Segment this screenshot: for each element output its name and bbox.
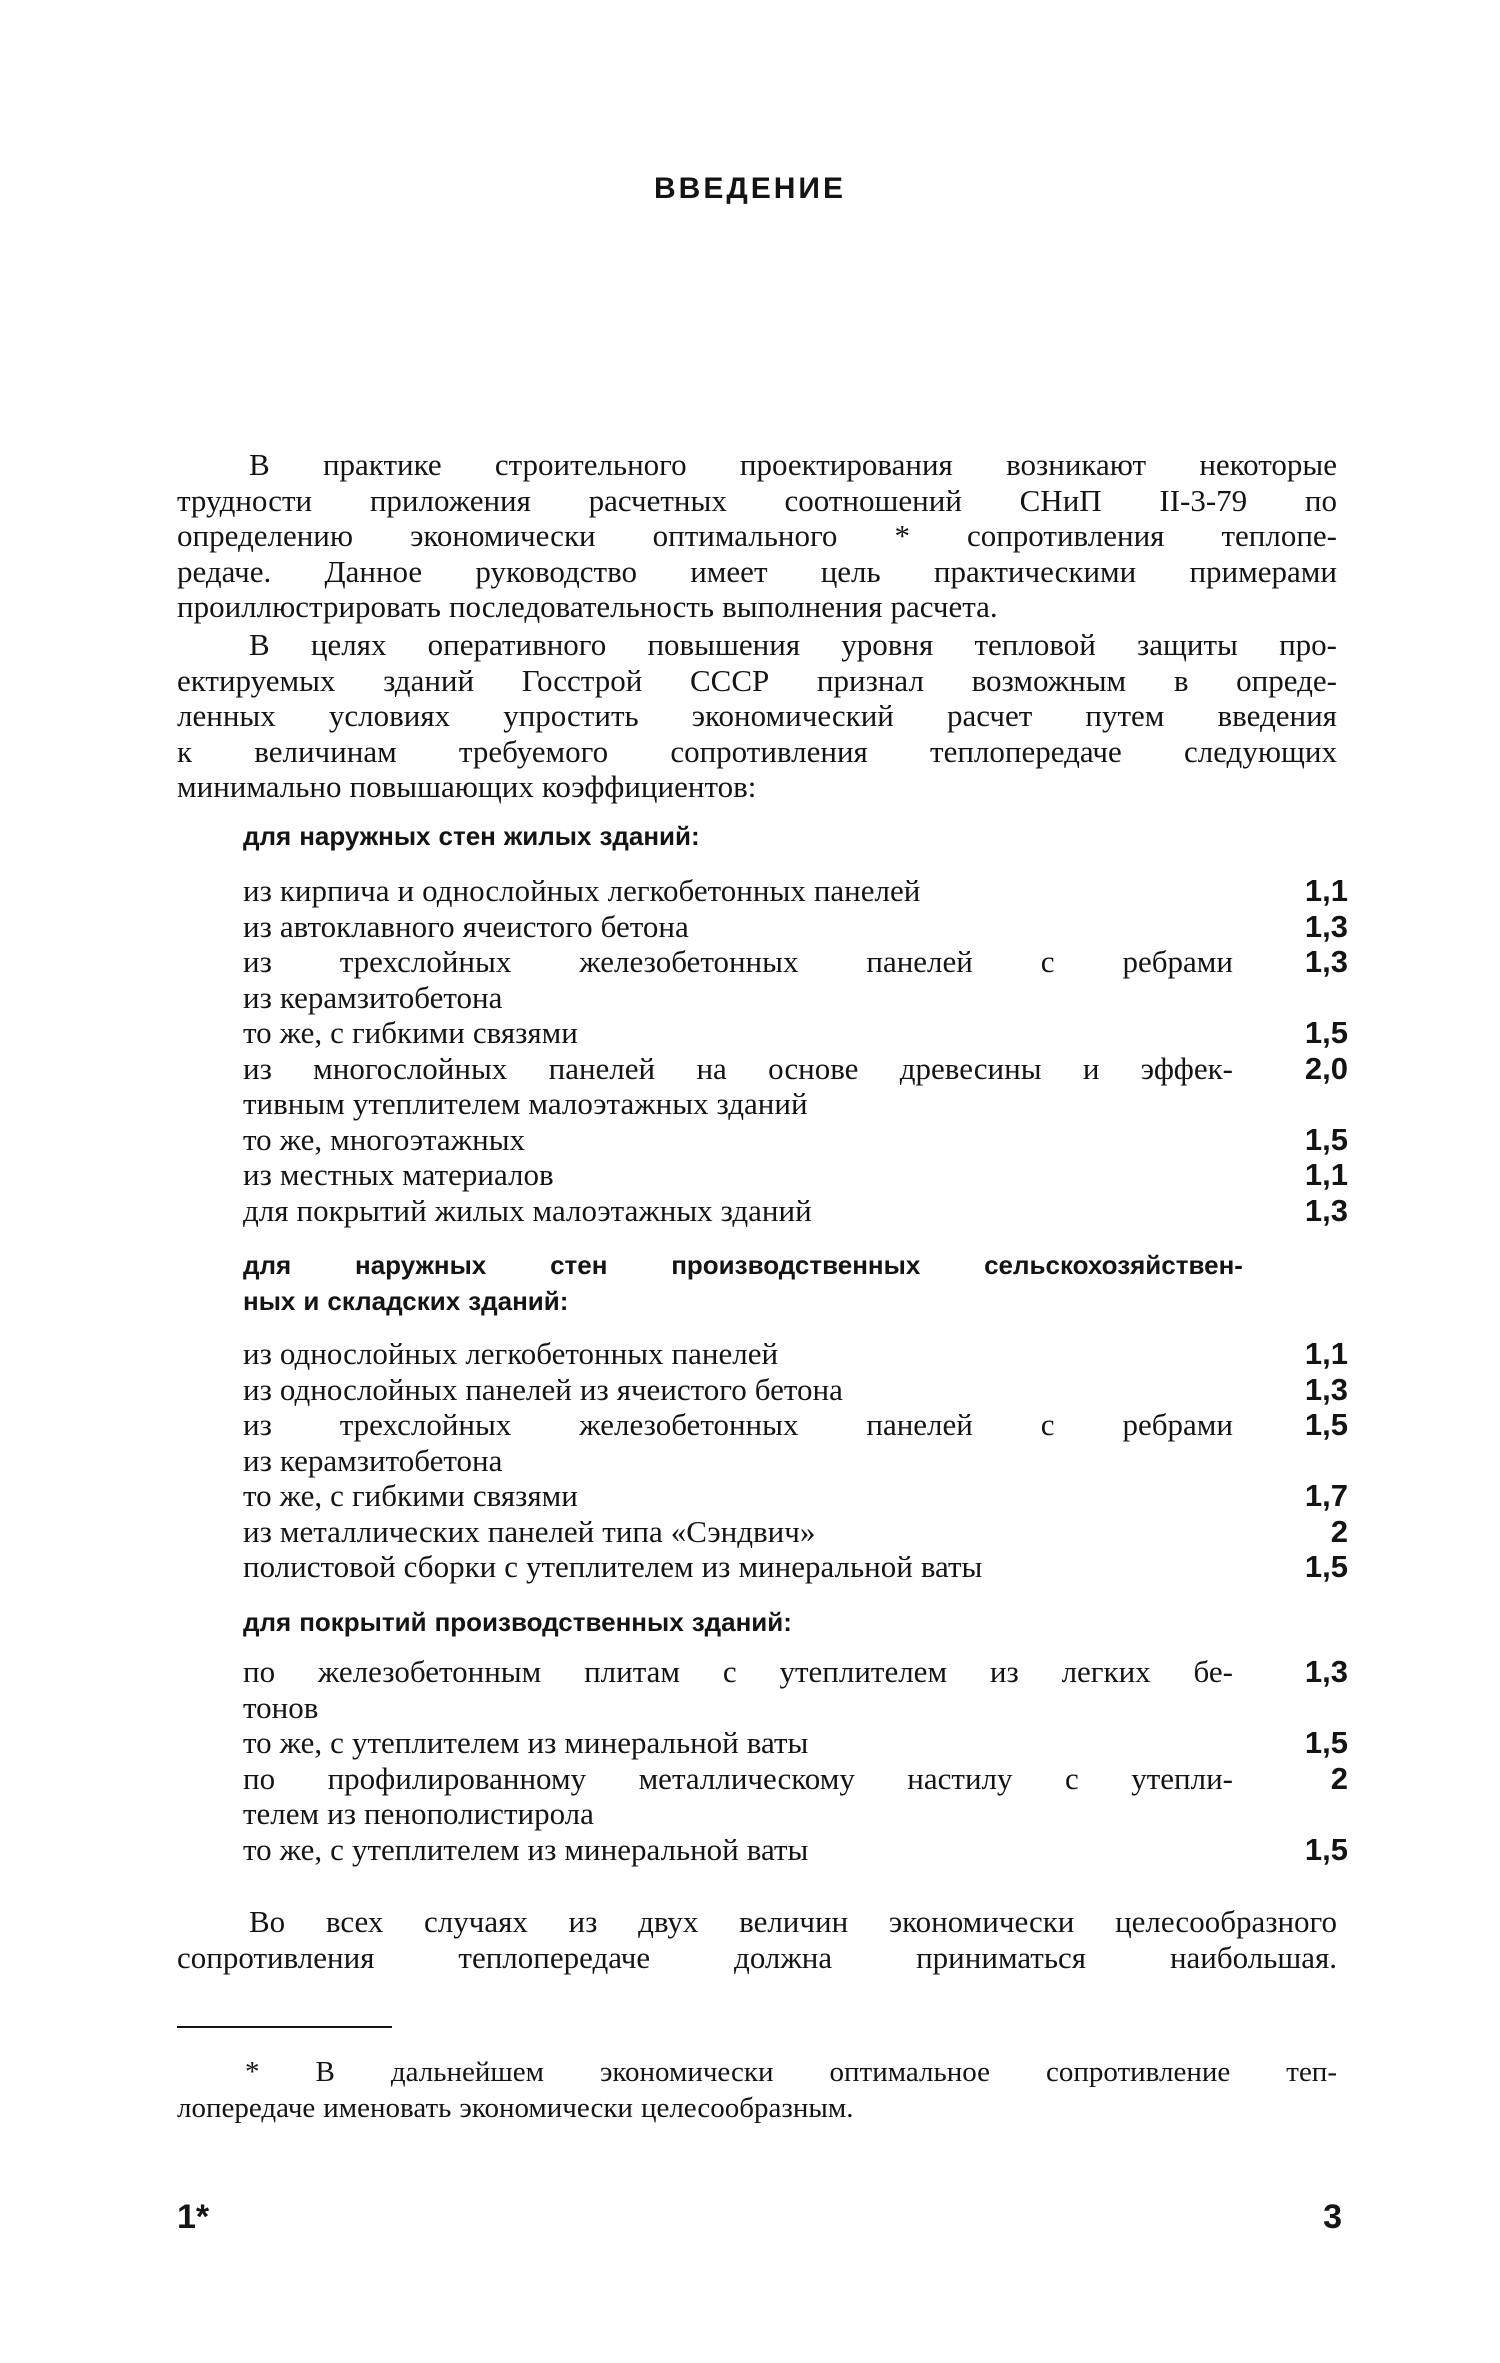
list-item [243, 1761, 1348, 1832]
heading-line: для наружных стен жилых зданий: [243, 821, 700, 851]
list-item [243, 1051, 1348, 1122]
item-text: то же, с утеплителем из минеральной ваты [243, 1725, 809, 1760]
item-text: для покрытий жилых малоэтажных зданий [243, 1192, 812, 1228]
item-value: 1,7 [1304, 1478, 1348, 1513]
list-item [243, 909, 1348, 945]
item-text: полистовой сборки с утеплителем из минеральной ваты [243, 1549, 983, 1584]
item-text: из местных материалов [243, 1157, 554, 1192]
item-text: то же, с гибкими связями [243, 1478, 578, 1513]
item-text: телем из пенополистирола [243, 1796, 594, 1831]
item-value: 1,3 [1304, 908, 1348, 944]
text-line: Во всех случаях из двух величин экономически целесообразного [249, 1904, 1337, 1939]
list-item [243, 873, 1348, 909]
text-line: ленных условиях упростить экономический расчет путем введения [177, 698, 1337, 733]
item-value: 2,0 [1304, 1050, 1348, 1086]
list-item [243, 1407, 1348, 1478]
list-item [243, 1725, 1348, 1761]
heading-line: для покрытий производственных зданий: [243, 1607, 792, 1637]
item-value: 1,5 [1304, 1549, 1348, 1584]
coefficient-list-industrial-roofs [243, 1654, 1348, 1867]
section-heading-industrial-roofs [243, 1604, 1243, 1640]
item-value: 1,5 [1304, 1725, 1348, 1760]
list-item [243, 1336, 1348, 1372]
coefficient-list-residential [243, 873, 1348, 1228]
heading-line: для наружных стен производственных сельскохозяйствен- [243, 1250, 1243, 1280]
item-text: тонов [243, 1689, 319, 1725]
text-line: минимально повышающих коэффициентов: [177, 769, 757, 804]
item-text: по профилированному металлическому настилу с утепли- [243, 1760, 1233, 1796]
coefficient-list-industrial-walls [243, 1336, 1348, 1585]
heading-line: ных и складских зданий: [243, 1286, 569, 1316]
item-text: из кирпича и однослойных легкобетонных панелей [243, 873, 921, 908]
list-item [243, 1654, 1348, 1725]
item-value: 1,3 [1304, 1192, 1348, 1228]
text-line: трудности приложения расчетных соотношений СНиП II-3-79 по [177, 482, 1337, 518]
item-text: то же, многоэтажных [243, 1121, 526, 1157]
text-line: ектируемых зданий Госстрой СССР признал возможным в опреде- [177, 662, 1337, 698]
item-value: 1,5 [1304, 1015, 1348, 1050]
item-text: из однослойных легкобетонных панелей [243, 1336, 779, 1371]
text-line: В целях оперативного повышения уровня тепловой защиты про- [249, 627, 1337, 662]
footnote [177, 2054, 1337, 2126]
footnote-divider [177, 2026, 392, 2028]
item-value: 2 [1330, 1513, 1348, 1549]
item-value: 2 [1330, 1760, 1348, 1796]
item-value: 1,3 [1304, 944, 1348, 979]
list-item [243, 1372, 1348, 1408]
list-item [243, 1122, 1348, 1158]
item-text: тивным утеплителем малоэтажных зданий [243, 1086, 808, 1121]
item-text: из многослойных панелей на основе древесины и эффек- [243, 1050, 1233, 1086]
footnote-line: * В дальнейшем экономически оптимальное сопротивление теп- [245, 2056, 1337, 2088]
list-item [243, 1514, 1348, 1550]
intro-paragraph-2 [177, 627, 1337, 805]
section-heading-residential-walls [243, 818, 1243, 854]
section-heading-industrial-walls [243, 1247, 1243, 1319]
item-text: из металлических панелей типа «Сэндвич» [243, 1513, 816, 1549]
list-item [243, 1193, 1348, 1229]
item-text: из трехслойных железобетонных панелей с ребрами [243, 944, 1233, 979]
list-item [243, 944, 1348, 1015]
item-value: 1,1 [1304, 873, 1348, 908]
list-item [243, 1832, 1348, 1868]
item-text: из автоклавного ячеистого бетона [243, 908, 689, 944]
item-value: 1,1 [1304, 1157, 1348, 1192]
text-line: проиллюстрировать последовательность выполнения расчета. [177, 589, 998, 624]
item-value: 1,1 [1304, 1336, 1348, 1371]
text-line: В практике строительного проектирования возникают некоторые [249, 447, 1337, 482]
text-line: к величинам требуемого сопротивления теплопередаче следующих [177, 733, 1337, 769]
footnote-line: лопередаче именовать экономически целесообразным. [177, 2092, 854, 2124]
text-line: определению экономически оптимального * сопротивления теплопе- [177, 518, 1337, 553]
item-text: из керамзитобетона [243, 979, 503, 1015]
list-item [243, 1549, 1348, 1585]
text-line: редаче. Данное руководство имеет цель практическими примерами [177, 553, 1337, 589]
text-line: сопротивления теплопередаче должна приниматься наибольшая. [177, 1939, 1337, 1975]
page-title: ВВЕДЕНИЕ [654, 172, 846, 205]
item-text: из однослойных панелей из ячеистого бетона [243, 1371, 843, 1407]
list-item [243, 1478, 1348, 1514]
list-item [243, 1157, 1348, 1193]
item-text: из трехслойных железобетонных панелей с ребрами [243, 1407, 1233, 1442]
item-text: из керамзитобетона [243, 1442, 503, 1478]
item-text: то же, с гибкими связями [243, 1015, 578, 1050]
list-item [243, 1015, 1348, 1051]
item-text: то же, с утеплителем из минеральной ваты [243, 1831, 809, 1867]
item-value: 1,5 [1304, 1121, 1348, 1157]
page-number: 3 [1323, 2198, 1342, 2236]
item-text: по железобетонным плитам с утеплителем из легких бе- [243, 1654, 1233, 1689]
item-value: 1,5 [1304, 1407, 1348, 1442]
item-value: 1,3 [1304, 1371, 1348, 1407]
printer-signature: 1* [177, 2198, 210, 2236]
item-value: 1,3 [1304, 1654, 1348, 1689]
conclusion-paragraph [177, 1904, 1337, 1975]
item-value: 1,5 [1304, 1831, 1348, 1867]
intro-paragraph-1 [177, 447, 1337, 625]
